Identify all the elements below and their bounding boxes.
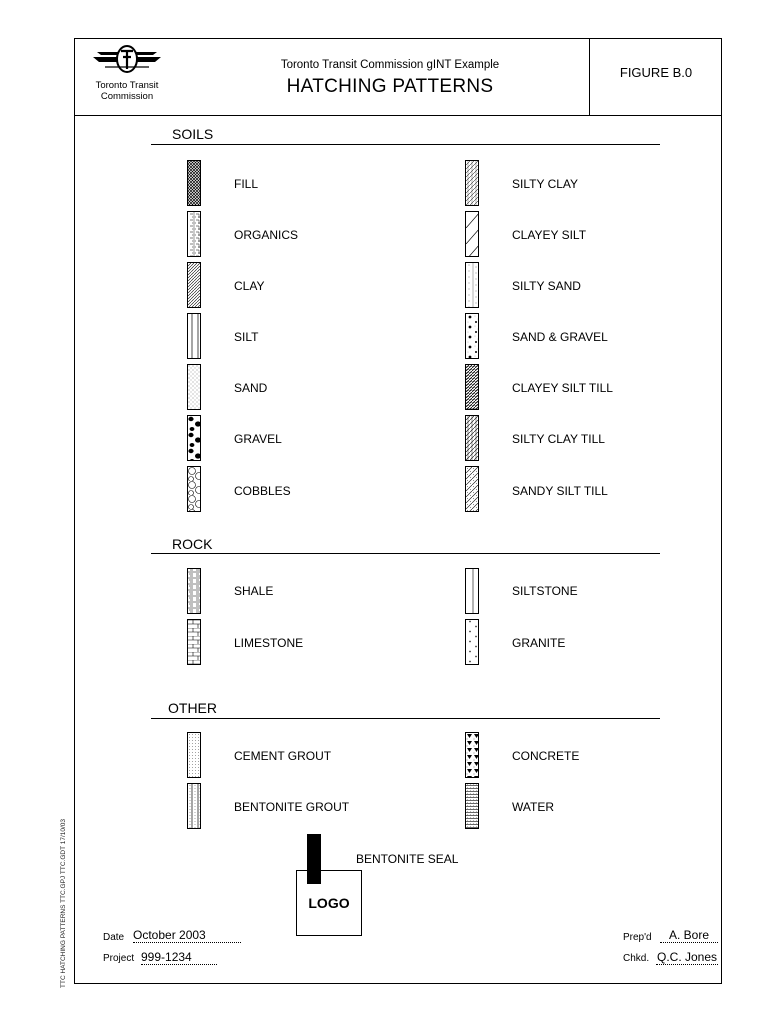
logo-placeholder: LOGO: [296, 870, 362, 936]
swatch-cobbles: [187, 466, 201, 512]
prepd-value: A. Bore: [660, 928, 718, 943]
ttc-logo-icon: [79, 43, 175, 79]
chkd-value: Q.C. Jones: [656, 950, 718, 964]
swatch-clayey-silt-till: [465, 364, 479, 410]
swatch-siltstone: [465, 568, 479, 614]
label-cement-grout: CEMENT GROUT: [234, 749, 332, 763]
header-subtitle: Toronto Transit Commission gINT Example: [280, 59, 500, 71]
label-silty-clay-till: SILTY CLAY TILL: [512, 432, 605, 446]
swatch-water: [465, 783, 479, 829]
label-silty-sand: SILTY SAND: [512, 279, 581, 293]
swatch-silty-clay: [465, 160, 479, 206]
label-concrete: CONCRETE: [512, 749, 580, 763]
label-silty-clay: SILTY CLAY: [512, 177, 579, 191]
section-rule-soils: [151, 144, 660, 145]
swatch-cement-grout: [187, 732, 201, 778]
label-shale: SHALE: [234, 584, 274, 598]
date-label: Date: [103, 932, 125, 943]
title-block: [75, 39, 721, 116]
swatch-sand: [187, 364, 201, 410]
section-rule-rock: [151, 553, 660, 554]
label-gravel: GRAVEL: [234, 432, 282, 446]
swatch-bentonite-grout: [187, 783, 201, 829]
page-title: HATCHING PATTERNS: [286, 76, 494, 97]
date-value: October 2003: [133, 928, 241, 943]
drawing-sheet: [74, 38, 722, 984]
label-granite: GRANITE: [512, 636, 566, 650]
section-title-other: OTHER: [168, 700, 217, 716]
org-line2: Commission: [100, 90, 154, 102]
swatch-concrete: [465, 732, 479, 778]
label-bentonite-grout: BENTONITE GROUT: [234, 800, 350, 814]
swatch-fill: [187, 160, 201, 206]
swatch-clay: [187, 262, 201, 308]
swatch-shale: [187, 568, 201, 614]
label-organics: ORGANICS: [234, 228, 299, 242]
label-sand: SAND: [234, 381, 268, 395]
label-bentonite-seal: BENTONITE SEAL: [356, 852, 459, 866]
prepd-label: Prep'd: [623, 932, 652, 943]
section-title-rock: ROCK: [172, 536, 213, 552]
label-clay: CLAY: [234, 279, 265, 293]
label-fill: FILL: [234, 177, 259, 191]
swatch-sand-gravel: [465, 313, 479, 359]
label-limestone: LIMESTONE: [234, 636, 304, 650]
project-label: Project: [103, 953, 135, 964]
swatch-limestone: [187, 619, 201, 665]
swatch-clayey-silt: [465, 211, 479, 257]
label-cobbles: COBBLES: [234, 484, 291, 498]
swatch-organics: [187, 211, 201, 257]
section-rule-other: [151, 718, 660, 719]
swatch-sandy-silt-till: [465, 466, 479, 512]
label-sandy-silt-till: SANDY SILT TILL: [512, 484, 608, 498]
swatch-gravel: [187, 415, 201, 461]
label-siltstone: SILTSTONE: [512, 584, 578, 598]
figure-number: FIGURE B.0: [619, 65, 693, 80]
org-line1: Toronto Transit: [95, 80, 159, 91]
org-name: [79, 81, 175, 102]
label-clayey-silt-till: CLAYEY SILT TILL: [512, 381, 613, 395]
swatch-granite: [465, 619, 479, 665]
swatch-silty-clay-till: [465, 415, 479, 461]
project-value: 999-1234: [141, 950, 217, 965]
label-water: WATER: [512, 800, 554, 814]
ttc-logo: [79, 43, 175, 107]
label-sand-gravel: SAND & GRAVEL: [512, 330, 608, 344]
label-clayey-silt: CLAYEY SILT: [512, 228, 587, 242]
chkd-label: Chkd.: [623, 953, 650, 964]
label-silt: SILT: [234, 330, 259, 344]
section-title-soils: SOILS: [172, 126, 214, 142]
side-file-note: TTC HATCHING PATTERNS TTC.GPJ TTC.GDT 17/10/03: [60, 818, 67, 988]
swatch-silt: [187, 313, 201, 359]
header-divider: [589, 39, 590, 115]
swatch-silty-sand: [465, 262, 479, 308]
